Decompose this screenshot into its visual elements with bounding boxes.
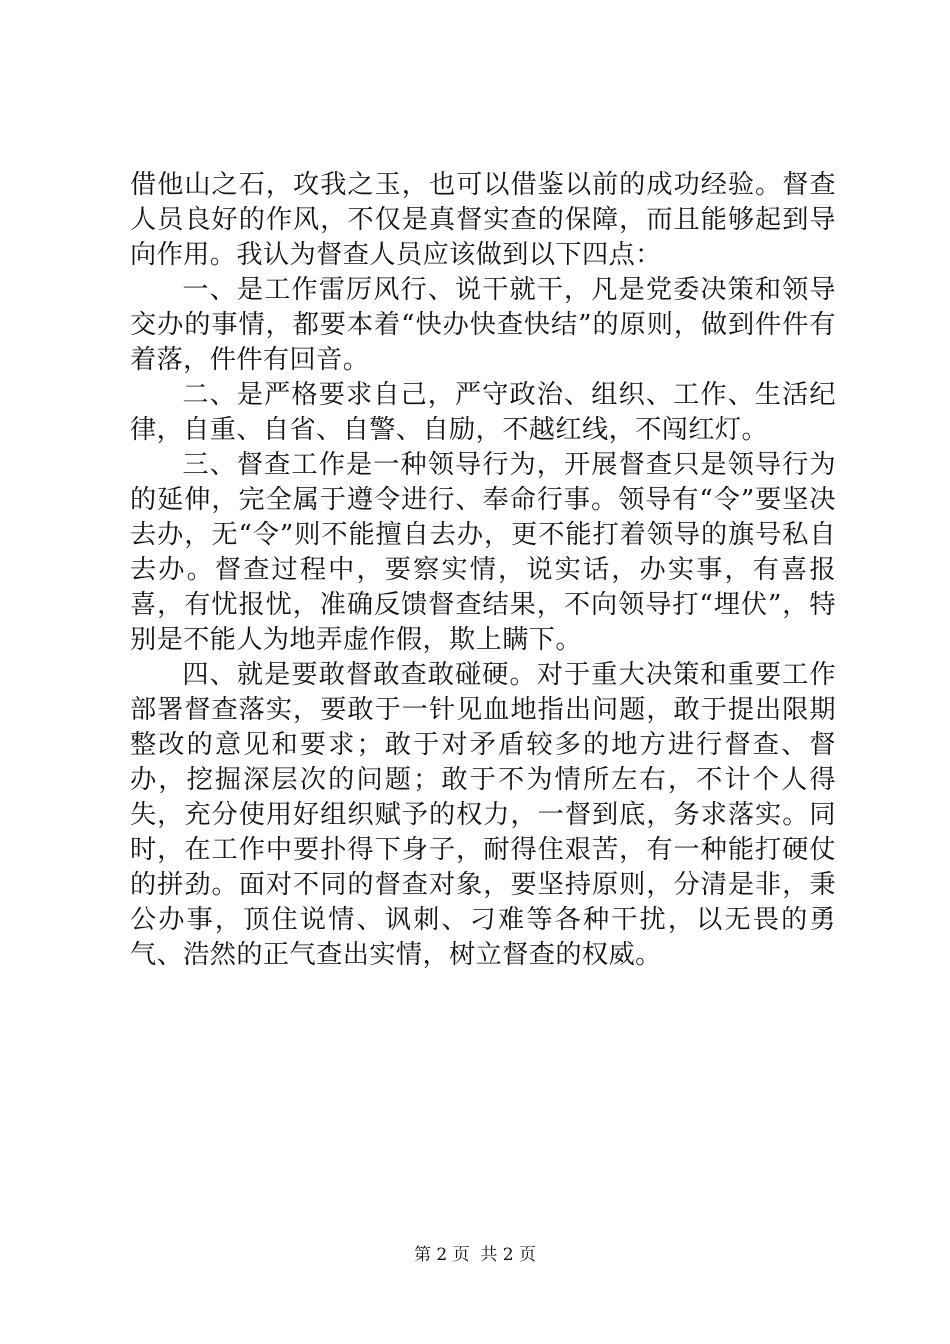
- page-footer: [0, 1244, 950, 1266]
- paragraph-point-four: 四、就是要敢督敢查敢碰硬。对于重大决策和重要工作部署督查落实，要敢于一针见血地指出问题，敢于提出限期整改的意见和要求；敢于对矛盾较多的地方进行督查、督办，挖掘深层次的问题；敢于不为情所左右，不计个人得失，充分使用好组织赋予的权力，一督到底，务求落实。同时，在工作中要扑得下身子，耐得住艰苦，有一种能打硬仗的拼劲。面对不同的督查对象，要坚持原则，分清是非，秉公办事，顶住说情、讽刺、刁难等各种干扰，以无畏的勇气、浩然的正气查出实情，树立督查的权威。: [130, 660, 836, 970]
- page-number-label: 第 2 页 共 2 页: [413, 1245, 537, 1265]
- paragraph-point-one: 一、是工作雷厉风行、说干就干，凡是党委决策和领导交办的事情，都要本着“快办快查快结”的原则，做到件件有着落，件件有回音。: [130, 275, 836, 375]
- paragraph-intro: 借他山之石，攻我之玉，也可以借鉴以前的成功经验。督查人员良好的作风，不仅是真督实查的保障，而且能够起到导向作用。我认为督查人员应该做到以下四点：: [130, 170, 836, 270]
- paragraph-point-two: 二、是严格要求自己，严守政治、组织、工作、生活纪律，自重、自省、自警、自励，不越红线，不闯红灯。: [130, 380, 836, 445]
- paragraph-point-three: 三、督查工作是一种领导行为，开展督查只是领导行为的延伸，完全属于遵令进行、奉命行事。领导有“令”要坚决去办，无“令”则不能擅自去办，更不能打着领导的旗号私自去办。督查过程中，要察实情，说实话，办实事，有喜报喜，有忧报忧，准确反馈督查结果，不向领导打“埋伏”，特别是不能人为地弄虚作假，欺上瞒下。: [130, 450, 836, 655]
- document-body: [130, 168, 836, 973]
